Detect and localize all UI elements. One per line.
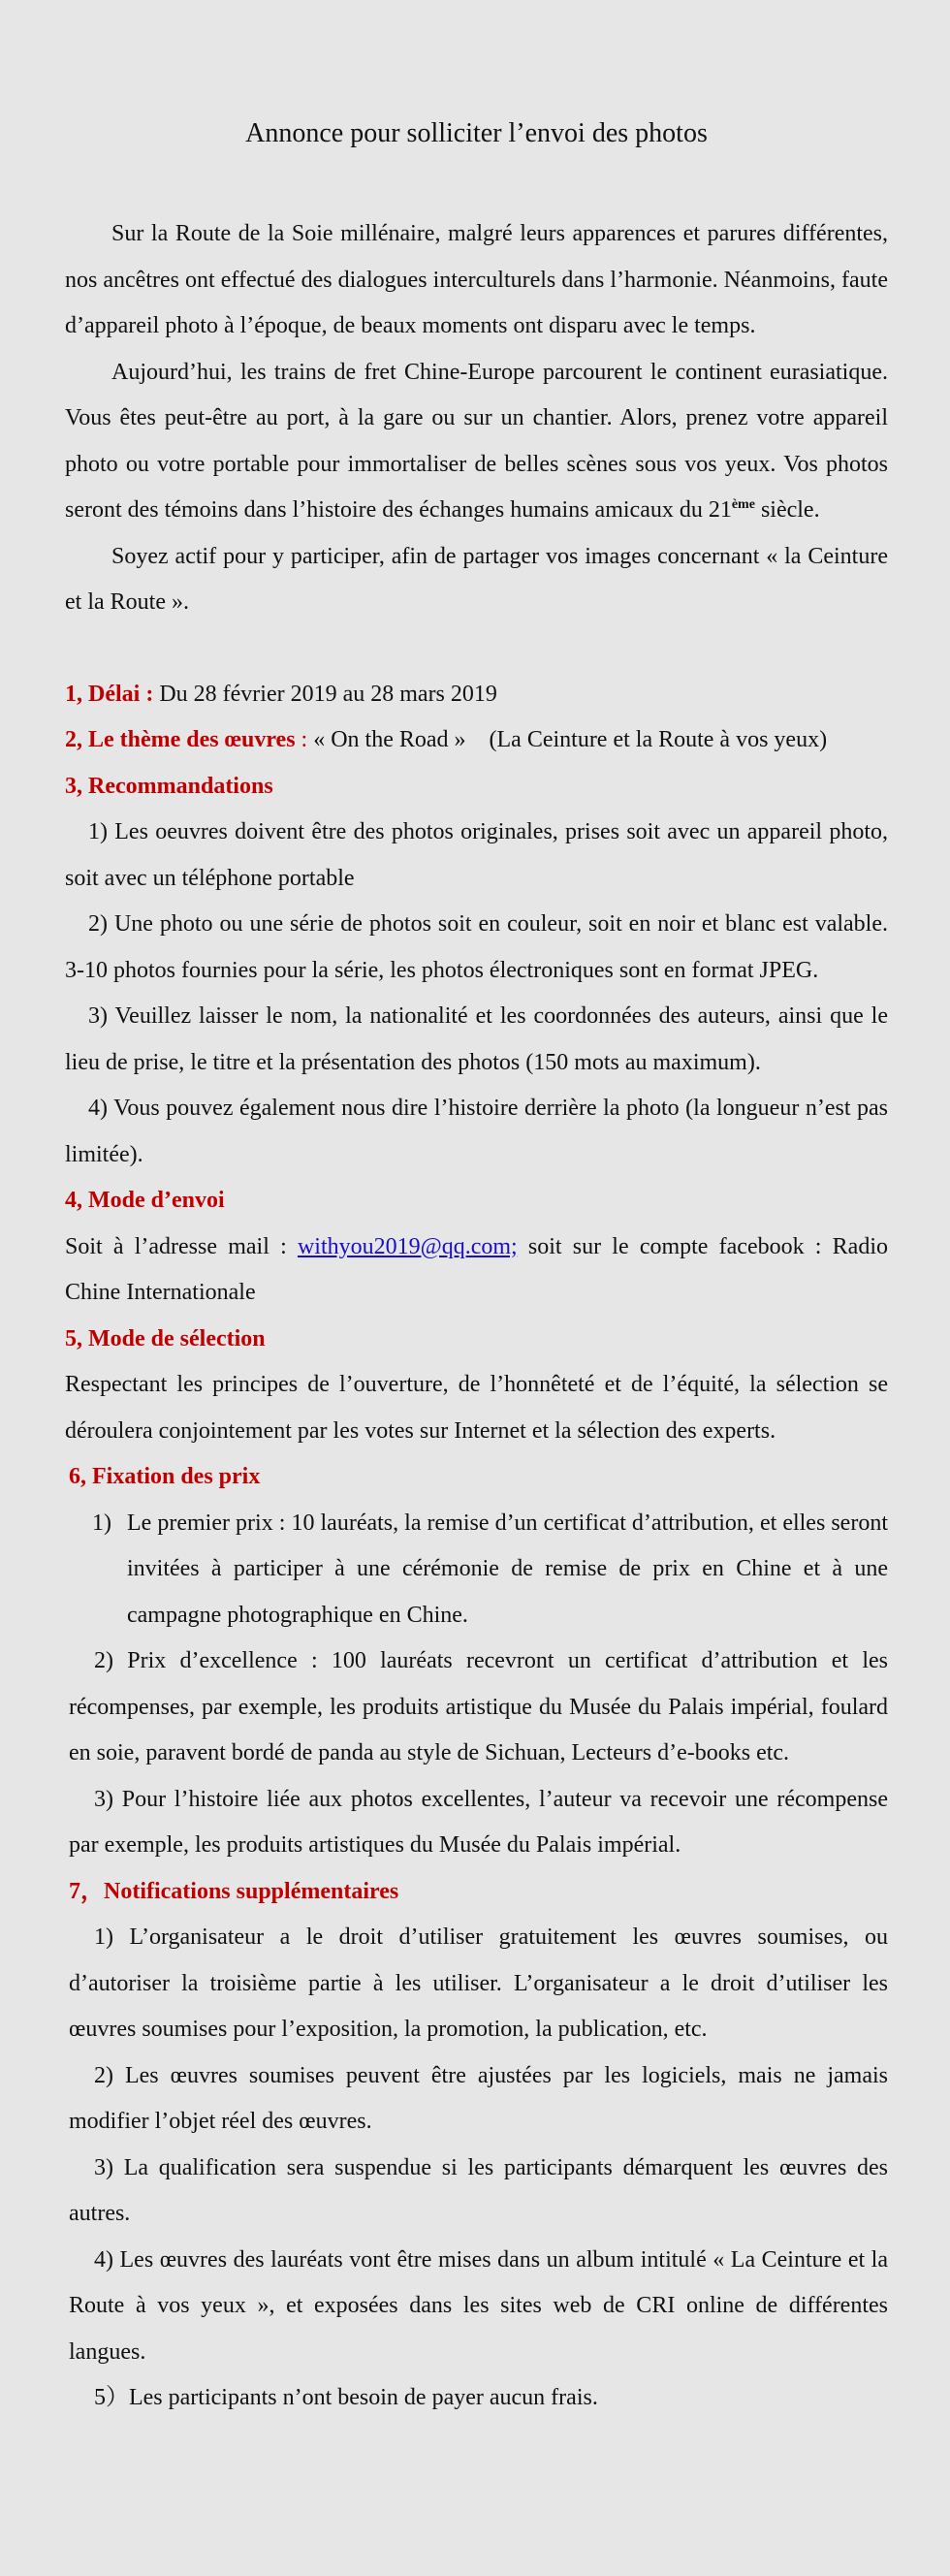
recommendation-item: 3) Veuillez laisser le nom, la nationalité et les coordonnées des auteurs, ainsi que le lieu de prise, le titre et la présentation des photos (150 mots au maximum). (65, 1003, 888, 1075)
intro-paragraph-2 (65, 350, 888, 534)
section-heading-submission: 4, Mode d’envoi (65, 1188, 225, 1213)
section-deadline (65, 672, 888, 718)
intro-paragraph-2-text: Aujourd’hui, les trains de fret Chine-Europe parcourent le continent eurasiatique. Vous êtes peut-être au port, à la gare ou sur un chantier. Alors, prenez votre appareil photo ou votre portable pour immortaliser de belles scènes sous vos yeux. Vos photos seront des témoins dans l’histoire des échanges humains amicaux du 21 (65, 359, 888, 523)
intro-paragraph-2-end: siècle. (754, 497, 820, 523)
notification-item: 5）Les participants n’ont besoin de payer aucun frais. (94, 2385, 598, 2410)
notification-item: 1) L’organisateur a le droit d’utiliser gratuitement les œuvres soumises, ou d’autoriser la troisième partie à les utiliser. L’organisateur a le droit d’utiliser les œuvres soumises pour l’exposition, la promotion, la publication, etc. (69, 1924, 888, 2042)
section-heading-prizes: 6, Fixation des prix (69, 1464, 261, 1489)
recommendation-item: 1) Les oeuvres doivent être des photos originales, prises soit avec un appareil photo, soit avec un téléphone portable (65, 819, 888, 891)
notification-item: 4) Les œuvres des lauréats vont être mises dans un album intitulé « La Ceinture et la Route à vos yeux », et exposées dans les sites web de CRI online de différentes langues. (69, 2246, 888, 2365)
ordinal-superscript: ème (731, 497, 755, 512)
section-text: Du 28 février 2019 au 28 mars 2019 (153, 681, 497, 707)
section-heading: 1, Délai : (65, 681, 154, 707)
recommendation-item: 4) Vous pouvez également nous dire l’histoire derrière la photo (la longueur n’est pas limitée). (65, 1096, 888, 1167)
section-heading-recommendations: 3, Recommandations (65, 773, 273, 799)
intro-paragraph-3: Soyez actif pour y participer, afin de partager vos images concernant « la Ceinture et la Route ». (65, 543, 888, 615)
section-colon: : (295, 727, 314, 752)
prize-item-story: 3) Pour l’histoire liée aux photos excellentes, l’auteur va recevoir une récompense par exemple, les produits artistiques du Musée du Palais impérial. (69, 1786, 888, 1858)
prize-item-first (65, 1501, 888, 1639)
submission-suffix: soit sur le compte facebook : Radio Chine Internationale (65, 1233, 888, 1305)
spacer (65, 626, 888, 672)
notification-item: 3) La qualification sera suspendue si les participants démarquent les œuvres des autres. (69, 2154, 888, 2226)
prize-item-number: 1) (92, 1510, 111, 1536)
section-heading-selection: 5, Mode de sélection (65, 1325, 266, 1352)
prize-item-excellence: 2) Prix d’excellence : 100 lauréats recevront un certificat d’attribution et les récompenses, par exemple, les produits artistique du Musée du Palais impérial, foulard en soie, paravent bordé de panda au style de Sichuan, Lecteurs d’e-books etc. (69, 1648, 888, 1765)
submission-prefix: Soit à l’adresse mail : (65, 1233, 298, 1259)
section-heading: 2, Le thème des œuvres (65, 727, 296, 752)
intro-paragraph-1: Sur la Route de la Soie millénaire, malgré leurs apparences et parures différentes, nos ancêtres ont effectué des dialogues interculturels dans l’harmonie. Néanmoins, faute d’appareil photo à l’époque, de beaux moments ont disparu avec le temps. (65, 221, 888, 338)
section-heading-notifications: 7，Notifications supplémentaires (69, 1878, 399, 1904)
submission-text (65, 1224, 888, 1317)
section-theme (65, 717, 888, 764)
email-link[interactable]: withyou2019@qq.com; (297, 1233, 518, 1259)
document-title: Annonce pour solliciter l’envoi des photos (245, 118, 708, 148)
notification-item: 2) Les œuvres soumises peuvent être ajustées par les logiciels, mais ne jamais modifier l’objet réel des œuvres. (69, 2062, 888, 2134)
section-text: « On the Road » (La Ceinture et la Route à vos yeux) (313, 727, 828, 752)
recommendation-item: 2) Une photo ou une série de photos soit en couleur, soit en noir et blanc est valable. 3-10 photos fournies pour la série, les photos électroniques sont en format JPEG. (65, 911, 888, 983)
prize-item-text: Le premier prix : 10 lauréats, la remise d’un certificat d’attribution, et elles seront invitées à participer à une cérémonie de remise de prix en Chine et à une campagne photographique en Chine. (127, 1510, 888, 1628)
selection-text: Respectant les principes de l’ouverture, de l’honnêteté et de l’équité, la sélection se déroulera conjointement par les votes sur Internet et la sélection des experts. (65, 1372, 888, 1444)
